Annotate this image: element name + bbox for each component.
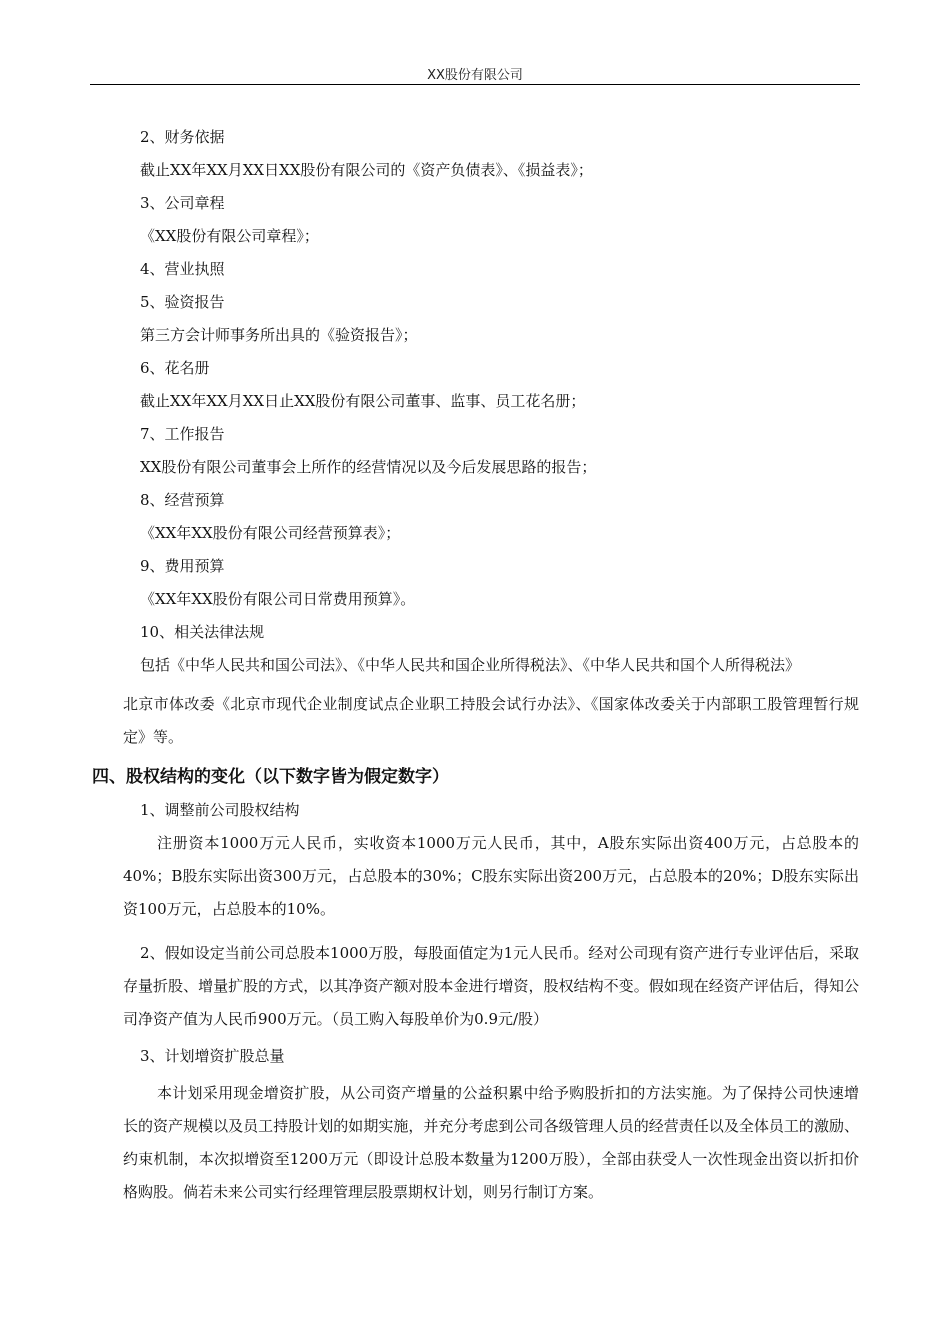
sub3-label: 3、计划增资扩股总量: [140, 1047, 285, 1065]
item-detail-work-report: XX股份有限公司董事会上所作的经营情况以及今后发展思路的报告；: [140, 458, 597, 476]
item-detail-articles: 《XX股份有限公司章程》；: [140, 227, 319, 245]
section-heading: 四、股权结构的变化（以下数字皆为假定数字）: [92, 767, 449, 787]
item-label-roster: 6、花名册: [140, 359, 210, 377]
item-label-business-license: 4、营业执照: [140, 260, 225, 278]
item-detail-laws: 包括《中华人民共和国公司法》、《中华人民共和国企业所得税法》、《中华人民共和国个人所得税法》: [140, 656, 801, 674]
item-label-articles: 3、公司章程: [140, 194, 225, 212]
laws-continuation: 北京市体改委《北京市现代企业制度试点企业职工持股会试行办法》、《国家体改委关于内部职工股管理暂行规定》等。: [123, 695, 859, 746]
item-detail-expense-budget: 《XX年XX股份有限公司日常费用预算》。: [140, 590, 416, 608]
sub3-paragraph: 本计划采用现金增资扩股，从公司资产增量的公益积累中给予购股折扣的方法实施。为了保持公司快速增长的资产规模以及员工持股计划的如期实施，并充分考虑到公司各级管理人员的经营责任以及全体员工的激励、约束机制，本次拟增资至1200万元（即设计总股本数量为1200万股），全部由获受人一次性现金出资以折扣价格购股。倘若未来公司实行经理管理层股票期权计划，则另行制订方案。: [123, 1084, 859, 1201]
item-detail-roster: 截止XX年XX月XX日止XX股份有限公司董事、监事、员工花名册；: [140, 392, 586, 410]
header-divider: [90, 84, 860, 85]
sub1-paragraph: 注册资本1000万元人民币，实收资本1000万元人民币，其中，A股东实际出资400万元，占总股本的40%；B股东实际出资300万元，占总股本的30%；C股东实际出资200万元，占总股本的20%；D股东实际出资100万元，占总股本的10%。: [123, 834, 859, 918]
sub2-paragraph: 2、假如设定当前公司总股本1000万股，每股面值定为1元人民币。经对公司现有资产进行专业评估后，采取存量折股、增量扩股的方式，以其净资产额对股本金进行增资，股权结构不变。假如现在经资产评估后，得知公司净资产值为人民币900万元。（员工购入每股单价为0.9元/股）: [123, 944, 859, 1028]
item-detail-operating-budget: 《XX年XX股份有限公司经营预算表》；: [140, 524, 401, 542]
item-label-financial-basis: 2、财务依据: [140, 128, 225, 146]
item-detail-capital-verification: 第三方会计师事务所出具的《验资报告》；: [140, 326, 418, 344]
item-label-operating-budget: 8、经营预算: [140, 491, 225, 509]
item-detail-financial-basis: 截止XX年XX月XX日XX股份有限公司的《资产负债表》、《损益表》；: [140, 161, 593, 179]
sub1-label: 1、调整前公司股权结构: [140, 801, 300, 819]
item-label-work-report: 7、工作报告: [140, 425, 225, 443]
item-label-laws: 10、相关法律法规: [140, 623, 265, 641]
item-label-capital-verification: 5、验资报告: [140, 293, 225, 311]
item-label-expense-budget: 9、费用预算: [140, 557, 225, 575]
page-header: XX股份有限公司: [427, 68, 523, 83]
